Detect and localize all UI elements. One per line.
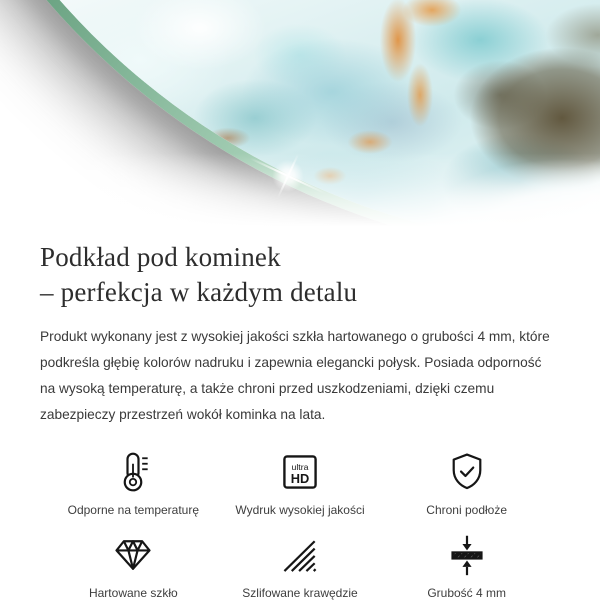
thickness-icon	[445, 532, 489, 578]
feature-label: Odporne na temperaturę	[67, 503, 200, 517]
svg-text:ultra: ultra	[291, 462, 309, 473]
feature-temperature	[68, 449, 199, 517]
thermometer-icon	[111, 449, 155, 495]
diamond-icon	[110, 532, 156, 578]
product-description: Produkt wykonany jest z wysokiej jakości szkła hartowanego o grubości 4 mm, które podkreśla głębię kolorów nadruku i zapewnia elegancki połysk. Posiada odporność na wysoką temperaturę, a także chroni przed uszkodzeniami, dzięki czemu zabezpieczy przestrzeń wokół kominka na lata.	[40, 329, 550, 422]
product-photo	[0, 0, 600, 233]
features-grid	[40, 449, 560, 600]
feature-label: Wydruk wysokiej jakości	[235, 503, 365, 517]
content-block	[0, 240, 600, 600]
feature-label: Szlifowane krawędzie	[242, 586, 358, 600]
feature-thickness	[427, 532, 506, 600]
svg-text:HD: HD	[290, 471, 310, 486]
feature-label: Chroni podłoże	[426, 503, 508, 517]
feature-label: Hartowane szkło	[88, 586, 178, 600]
shield-check-icon	[445, 449, 489, 495]
photo-bottom-fade	[0, 153, 600, 233]
ultra-hd-icon	[278, 449, 322, 495]
feature-tempered-glass	[89, 532, 178, 600]
page-title	[40, 240, 560, 310]
feature-polished-edges	[242, 532, 357, 600]
title-line-2: – perfekcja w każdym detalu	[40, 277, 358, 307]
title-line-1: Podkład pod kominek	[40, 242, 281, 272]
feature-label: Grubość 4 mm	[427, 586, 506, 600]
feature-protects-floor	[426, 449, 507, 517]
feature-print-quality	[235, 449, 364, 517]
polished-edges-icon	[278, 532, 322, 578]
